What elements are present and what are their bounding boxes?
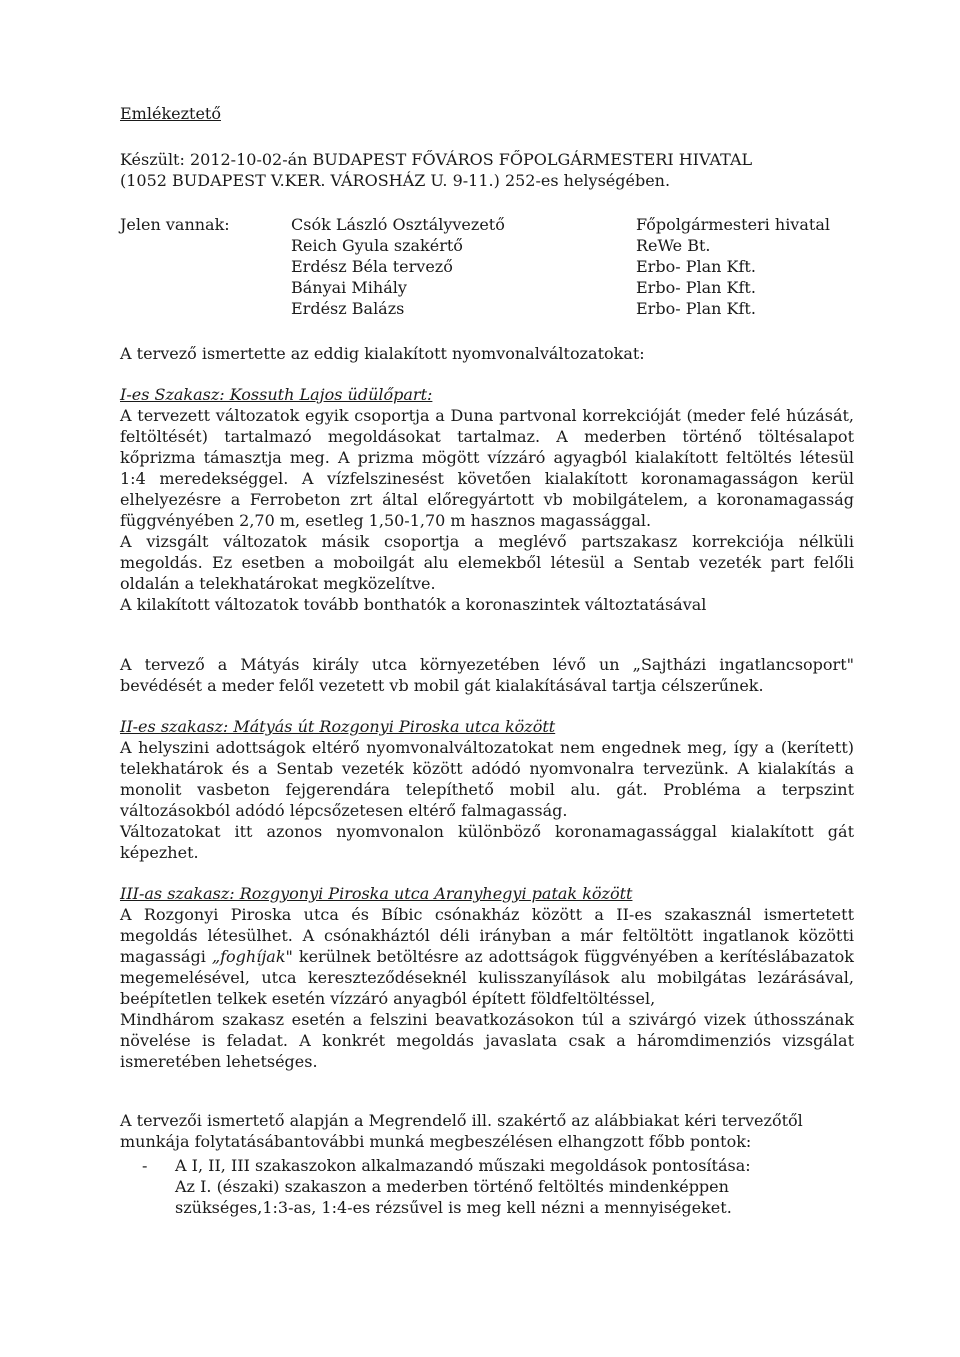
attendee-org: Erbo- Plan Kft. [636, 257, 756, 276]
attendee-org: Erbo- Plan Kft. [636, 299, 756, 318]
intro-text: A tervező ismertette az eddig kialakított nyomvonalváltozatokat: [120, 344, 645, 363]
attendee-name: Erdész Balázs [291, 299, 405, 318]
list-item-line: Az I. (északi) szakaszon a mederben történő feltöltés mindenképpen [175, 1177, 729, 1196]
attendees-label: Jelen vannak: [120, 215, 230, 234]
section-3-heading: III-as szakasz: Rozgyonyi Piroska utca Aranyhegyi patak között [120, 884, 633, 903]
list-item-line: szükséges,1:3-as, 1:4-es rézsűvel is meg kell nézni a mennyiségeket. [175, 1198, 732, 1217]
attendee-org: Erbo- Plan Kft. [636, 278, 756, 297]
section-3-text: A Rozgonyi Piroska utca és Bíbic csónakház között a II-es szakasznál ismertetett megoldás létesülhet. A csónakháztól déli irányban a már feltöltött ingatlanok közötti magassági [120, 905, 854, 966]
document-title: Emlékeztető [120, 104, 221, 123]
conclusion-line-1: A tervezői ismertető alapján a Megrendelő ill. szakértő az alábbiakat kéri tervezőtől [120, 1111, 803, 1130]
attendee-name: Erdész Béla tervező [291, 257, 453, 276]
created-line-2: (1052 BUDAPEST V.KER. VÁROSHÁZ U. 9-11.) 252-es helységében. [120, 171, 671, 190]
section-1-closing: A tervező a Mátyás király utca környezetében lévő un „Sajtházi ingatlancsoport" bevédését a meder felől vezetett vb mobil gát kialakításával tartja célszerűnek. [120, 655, 854, 695]
conclusion-line-2: munkája folytatásábantovábbi munká megbeszélésen elhangzott főbb pontok: [120, 1132, 752, 1151]
section-2-heading: II-es szakasz: Mátyás út Rozgonyi Piroska utca között [120, 717, 556, 736]
created-line-1: Készült: 2012-10-02-án BUDAPEST FŐVÁROS FŐPOLGÁRMESTERI HIVATAL [120, 150, 753, 169]
section-1-heading: I-es Szakasz: Kossuth Lajos üdülőpart: [120, 385, 433, 404]
attendee-name: Csók László Osztályvezető [291, 215, 505, 234]
section-2-paragraph: A helyszini adottságok eltérő nyomvonalváltozatokat nem engednek meg, így a (kerített) telekhatárok és a Sentab vezeték között adódó nyomvonalra tervezünk. A kialakítás a monolit vasbeton fejgerendára telepíthető mobil alu. gát. Probléma a terpszint változásokból adódó lépcsőzetesen eltérő falmagasság. [120, 738, 854, 820]
attendee-org: Főpolgármesteri hivatal [636, 215, 830, 234]
list-item-line: A I, II, III szakaszokon alkalmazandó műszaki megoldások pontosítása: [175, 1156, 751, 1175]
section-1-paragraph: A vizsgált változatok másik csoportja a meglévő partszakasz korrekciója nélküli megoldás. Ez esetben a moboilgát alu elemekből létesül a Sentab vezeték part felőli oldalán a telekhatárokat megközelítve. [120, 532, 854, 593]
section-1 [120, 384, 854, 615]
attendee-name: Bányai Mihály [291, 278, 407, 297]
list-dash: - [142, 1156, 148, 1175]
section-1-paragraph: A tervezett változatok egyik csoportja a Duna partvonal korrekcióját (meder felé húzását, feltöltését) tartalmazó megoldásokat tartalmaz. A mederben történő töltésalapot kőprizma támasztja meg. A prizma mögött vízzáró agyagból kialakított feltöltés létesül 1:4 meredekséggel. A vízfelszinesést követően kialakított koronamagasságon kerül elhelyezésre a Ferrobeton zrt által előregyártott vb mobilgátelem, a koronamagasság függvényében 2,70 m, esetleg 1,50-1,70 m hasznos magassággal. [120, 406, 854, 530]
section-2 [120, 716, 854, 863]
attendee-org: ReWe Bt. [636, 236, 711, 255]
attendee-name: Reich Gyula szakértő [291, 236, 463, 255]
section-3-paragraph [120, 904, 854, 1009]
section-3-paragraph: Mindhárom szakasz esetén a felszini beavatkozásokon túl a szivárgó vizek úthosszának növelése is feladat. A konkrét megoldás javaslata csak a háromdimenziós vizsgálat ismeretében lehetséges. [120, 1010, 854, 1071]
section-3 [120, 883, 854, 1072]
section-3-text: kerülnek betöltésre az adottságok függvényében a kerítéslábazatok megemelésével, utca kereszteződéseknél kulisszanyílások alu mobilgátas lezárásával, beépítetlen telkek esetén vízzáró anyagból épített földfeltöltéssel, [120, 947, 854, 1008]
section-2-paragraph: Változatokat itt azonos nyomvonalon különböző koronamagassággal kialakított gát képezhet. [120, 822, 854, 862]
section-3-italic: „foghíjak" [211, 947, 293, 966]
section-1-paragraph: A kilakított változatok tovább bonthatók a koronaszintek változtatásával [120, 595, 707, 614]
